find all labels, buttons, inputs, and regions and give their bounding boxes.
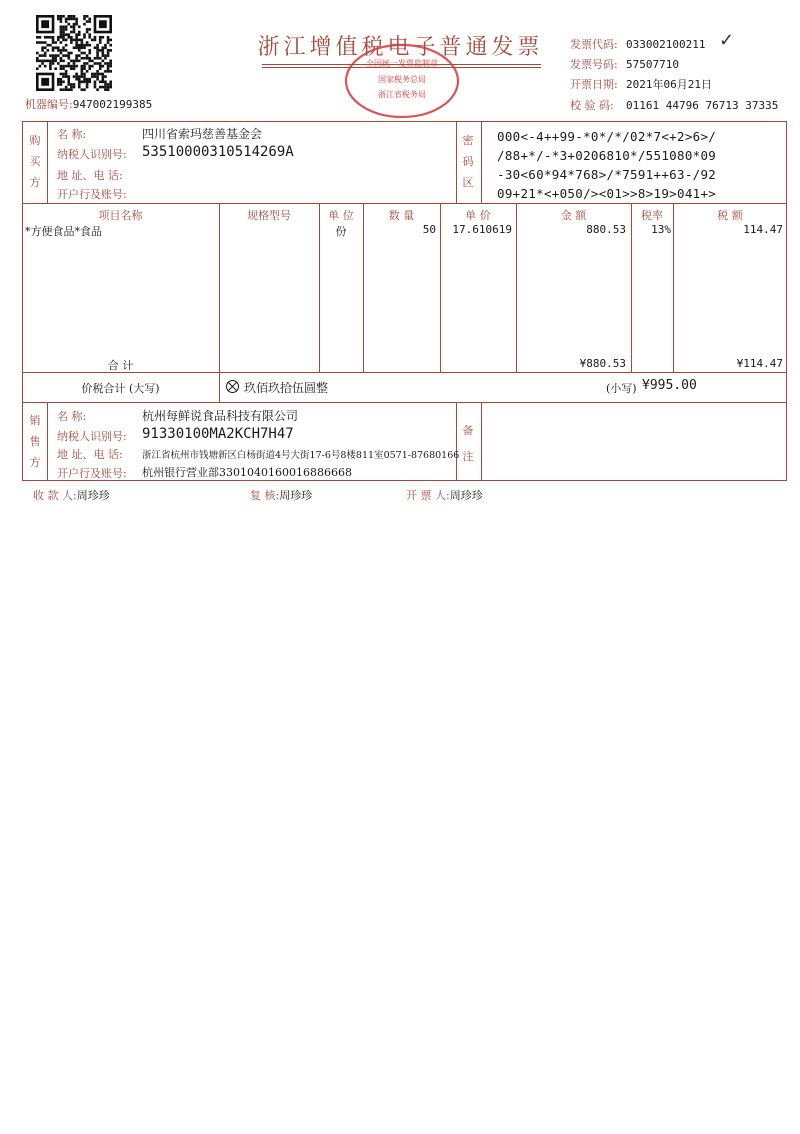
issuer-value: 周珍珍 xyxy=(449,489,483,502)
seller-address-value: 浙江省杭州市钱塘新区白杨街道4号大街17-6号8楼811室0571-87680166 xyxy=(142,450,460,461)
remarks-left-divider xyxy=(456,402,457,481)
total-label: 价税合计 (大写) xyxy=(81,382,160,395)
invoice-code-value: 033002100211 xyxy=(626,38,706,51)
subtotal-tax: ¥114.47 xyxy=(736,357,783,370)
cross-circle-icon xyxy=(226,380,239,393)
seller-side-label: 销 售 方 xyxy=(29,414,41,469)
invoice-number-label: 发票号码: xyxy=(570,58,618,71)
machine-number xyxy=(25,96,152,112)
seller-name-value: 杭州每鲜说食品科技有限公司 xyxy=(142,409,299,423)
col-header-qty: 数 量 xyxy=(388,209,415,222)
buyer-tax-id-value: 53510000310514269A xyxy=(142,144,294,160)
buyer-tax-id-label: 纳税人识别号: xyxy=(57,148,127,161)
item-rate: 13% xyxy=(651,223,671,236)
issue-date-row xyxy=(570,76,712,92)
machine-number-label: 机器编号: xyxy=(25,98,73,111)
remarks-side-label: 备 注 xyxy=(462,424,474,463)
seal-top-text: 全国统一发票监制章 xyxy=(366,59,438,68)
total-small-label: (小写) xyxy=(606,382,637,395)
invoice-code-row xyxy=(570,36,705,52)
cipher-line-1: 000<-4++99-*0*/*/02*7<+2>6>/ xyxy=(497,129,717,144)
seal-bottom-text: 浙江省税务局 xyxy=(378,90,426,99)
seller-bank-label: 开户行及账号: xyxy=(57,467,127,480)
col-header-price: 单 价 xyxy=(465,209,491,222)
cipher-line-2: /88+*/-*3+0206810*/551080*09 xyxy=(497,148,717,163)
item-tax: 114.47 xyxy=(743,223,783,236)
cipher-side-label: 密 码 区 xyxy=(462,134,474,189)
reviewer-value: 周珍珍 xyxy=(279,489,313,502)
buyer-bank-label: 开户行及账号: xyxy=(57,188,127,201)
divider-total-seller xyxy=(22,402,787,403)
payee-label: 收 款 人: xyxy=(33,489,77,502)
total-in-words: 玖佰玖拾伍圆整 xyxy=(244,381,329,395)
seller-side-divider xyxy=(47,402,48,481)
cipher-line-4: 09+21*<+050/><01>>8>19>041+> xyxy=(497,186,717,201)
reviewer-label: 复 核: xyxy=(250,489,280,502)
item-unit: 份 xyxy=(335,225,347,238)
item-qty: 50 xyxy=(422,223,436,236)
col-header-tax: 税 额 xyxy=(717,209,743,222)
buyer-side-divider xyxy=(47,121,48,203)
issue-date-value: 2021年06月21日 xyxy=(626,78,712,91)
payee xyxy=(33,487,110,503)
check-code-row xyxy=(570,97,778,113)
remarks-label-divider xyxy=(481,402,482,481)
tax-supervision-seal xyxy=(343,42,461,120)
col-header-unit: 单 位 xyxy=(328,209,354,222)
item-amount: 880.53 xyxy=(586,223,626,236)
seller-address-label: 地 址、电 话: xyxy=(57,448,123,461)
issuer xyxy=(406,487,483,503)
total-divider xyxy=(219,372,220,402)
invoice-code-label: 发票代码: xyxy=(570,38,618,51)
col-header-spec: 规格型号 xyxy=(247,209,291,222)
buyer-side-label: 购 买 方 xyxy=(29,134,41,189)
item-name: *方便食品*食品 xyxy=(25,225,102,238)
buyer-name-label: 名 称: xyxy=(57,128,87,141)
check-code-value: 01161 44796 76713 37335 xyxy=(626,99,779,112)
item-price: 17.610619 xyxy=(452,223,512,236)
buyer-address-label: 地 址、电 话: xyxy=(57,169,123,182)
buyer-name-value: 四川省索玛慈善基金会 xyxy=(142,127,263,141)
checkmark-icon: ✓ xyxy=(719,30,735,51)
invoice-number-row xyxy=(570,56,679,72)
col-header-item: 项目名称 xyxy=(98,209,143,222)
qr-code xyxy=(36,15,112,91)
invoice-number-value: 57507710 xyxy=(626,58,679,71)
total-small-value: ¥995.00 xyxy=(642,378,697,393)
col-header-amount: 金 额 xyxy=(560,209,587,222)
seller-name-label: 名 称: xyxy=(57,410,87,423)
cipher-line-3: -30<60*94*768>/*7591++63-/92 xyxy=(497,167,717,182)
invoice-title: 浙江增值税电子普通发票 xyxy=(257,35,544,60)
subtotal-label: 合 计 xyxy=(107,359,134,372)
payee-value: 周珍珍 xyxy=(76,489,110,502)
col-divider-spec xyxy=(219,203,220,372)
seller-bank-value: 杭州银行营业部3301040160016886668 xyxy=(142,466,352,479)
col-header-rate: 税率 xyxy=(641,209,663,222)
seal-middle-text: 国家税务总局 xyxy=(378,75,426,84)
seller-tax-id-label: 纳税人识别号: xyxy=(57,430,127,443)
check-code-label: 校 验 码: xyxy=(570,99,614,112)
subtotal-amount: ¥880.53 xyxy=(579,357,626,370)
cipher-left-divider xyxy=(456,121,457,203)
machine-number-value: 947002199385 xyxy=(72,98,153,111)
cipher-label-divider xyxy=(481,121,482,203)
seller-tax-id-value: 91330100MA2KCH7H47 xyxy=(142,426,294,442)
reviewer xyxy=(250,487,312,503)
issuer-label: 开 票 人: xyxy=(406,489,450,502)
issue-date-label: 开票日期: xyxy=(570,78,618,91)
